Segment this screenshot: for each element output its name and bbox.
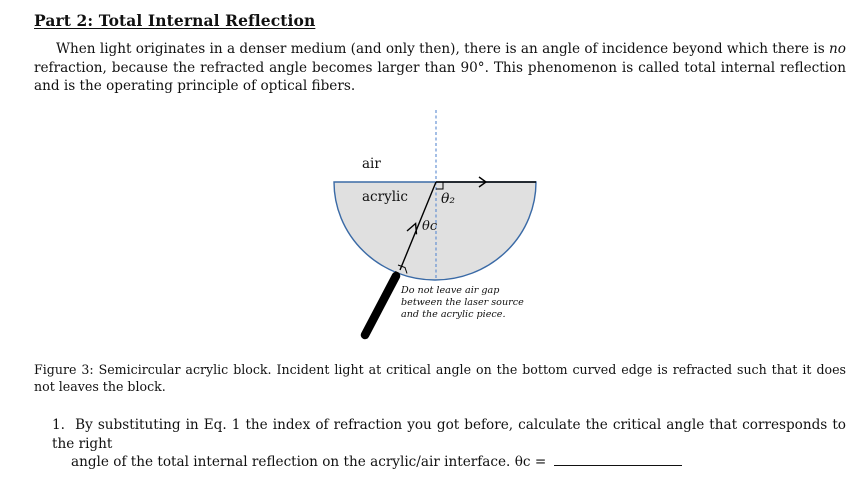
label-theta-c: θc	[422, 219, 438, 234]
laser-pointer-tip	[395, 272, 398, 277]
laser-pointer	[365, 276, 396, 335]
note-line-2: between the laser source	[401, 297, 524, 308]
paragraph-emphasis: no	[829, 41, 846, 57]
label-air: air	[362, 156, 381, 172]
section-heading: Part 2: Total Internal Reflection	[34, 11, 316, 30]
question-item	[52, 416, 846, 472]
label-acrylic: acrylic	[362, 189, 408, 205]
paragraph-text-start: When light originates in a denser medium (and only then), there is an angle of incidence beyond which there is	[56, 41, 830, 57]
question-line-2	[52, 453, 846, 472]
question-text-1: By substituting in Eq. 1 the index of refraction you got before, calculate the critical angle that corresponds to the right	[52, 417, 846, 452]
note-line-1: Do not leave air gap	[401, 285, 500, 296]
question-line-1	[52, 416, 846, 453]
question-text-2: angle of the total internal reflection on the acrylic/air interface. θc =	[71, 454, 551, 471]
intro-paragraph	[34, 40, 846, 96]
semicircle-diagram	[320, 108, 560, 348]
label-theta-2: θ₂	[441, 191, 456, 207]
question-number: 1.	[52, 417, 65, 433]
note-line-3: and the acrylic piece.	[401, 309, 506, 320]
figure-caption: Figure 3: Semicircular acrylic block. Incident light at critical angle on the bottom curved edge is refracted such that it does not leaves the block.	[34, 362, 846, 394]
figure-diagram	[320, 108, 560, 348]
paragraph-text-end: refraction, because the refracted angle becomes larger than 90°. This phenomenon is called total internal reflection and is the operating principle of optical fibers.	[34, 59, 846, 95]
answer-blank[interactable]	[554, 453, 682, 466]
